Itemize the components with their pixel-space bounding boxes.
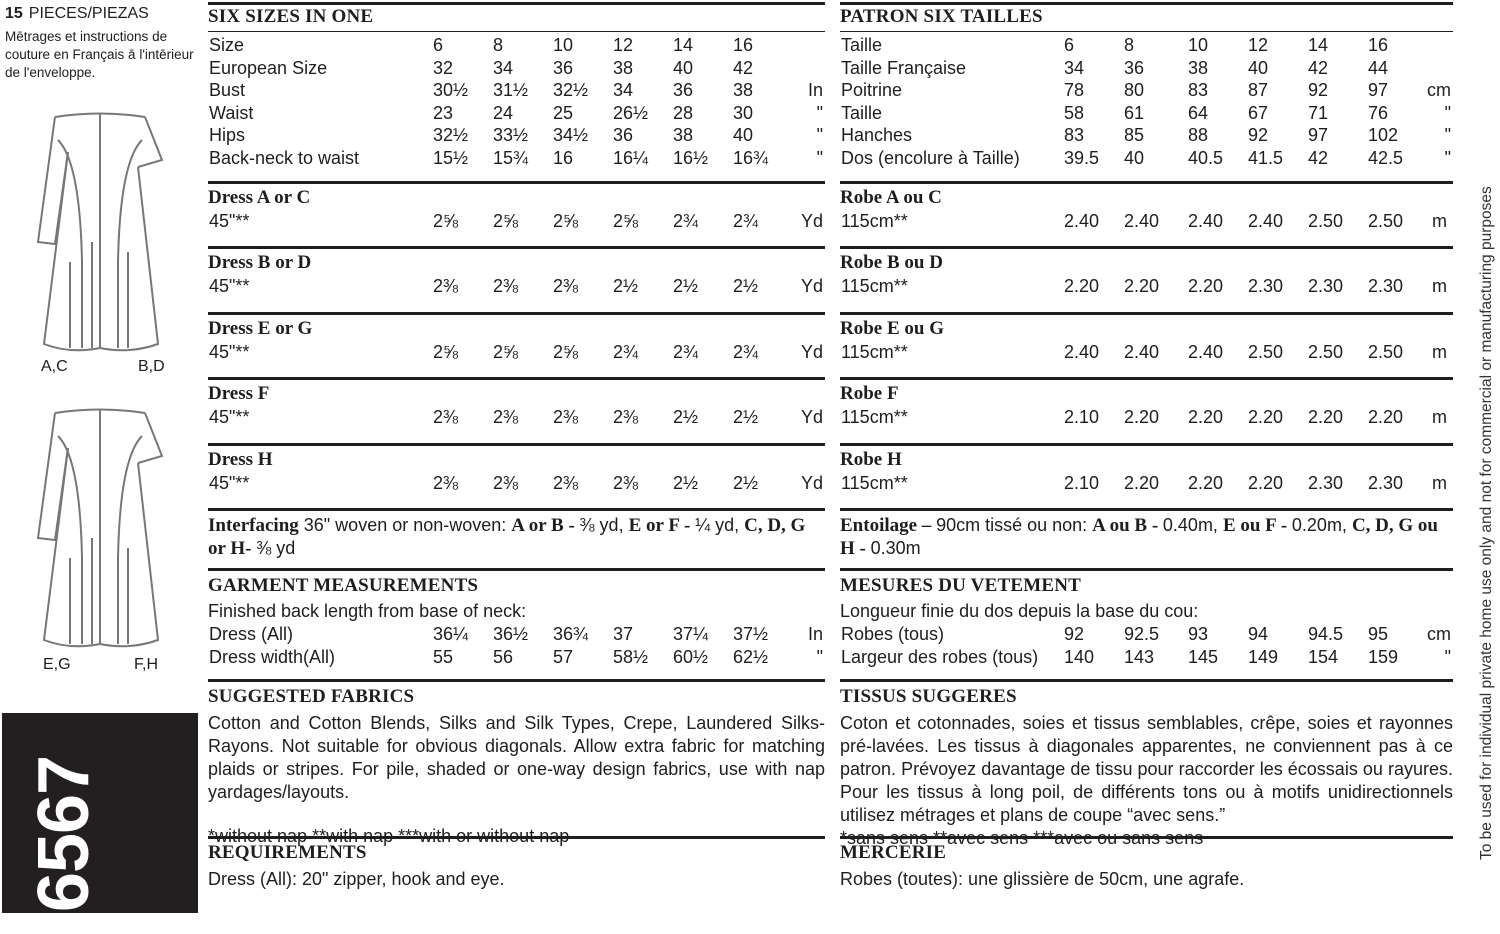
cell-text: 92: [1308, 80, 1329, 100]
cell-text: 2⅜: [553, 407, 579, 427]
cell-text: Hanches: [841, 125, 913, 145]
cell-text: 6: [433, 35, 444, 55]
cell-text: Waist: [209, 102, 254, 123]
pieces-count: 15 PIECES/PIEZAS: [5, 5, 149, 22]
yardage-dress-f: Dress F 45"** 2⅜ 2⅜ 2⅜ 2⅜ 2½ 2½ Yd: [208, 377, 825, 429]
cell-text: 12: [1248, 35, 1269, 55]
entoilage: [840, 508, 1453, 560]
cell-text: 2.40: [1188, 342, 1224, 362]
cell-text: 149: [1248, 646, 1279, 667]
table-row: [208, 57, 825, 80]
cell-text: A ou B -: [1092, 515, 1163, 536]
french-column: [840, 0, 1453, 919]
cell-text: Size: [209, 35, 245, 55]
cell-text: 28: [673, 102, 694, 123]
table-row: [840, 124, 1453, 147]
cell-text: 42: [1308, 57, 1329, 78]
cell-text: ": [816, 102, 823, 123]
cell-text: 2⅜: [493, 407, 519, 427]
dress-back-sketch-icon: [30, 408, 170, 658]
cell-text: Entoilage –: [840, 515, 937, 536]
cell-text: 40.5: [1188, 147, 1224, 168]
view-label-ac: A,C: [41, 358, 68, 375]
cell-text: C, D, G ou H -: [840, 515, 1438, 559]
cell-text: 36: [613, 125, 634, 145]
cell-text: 32½: [433, 125, 469, 145]
cell-text: Back-neck to waist: [209, 147, 360, 168]
cell-text: 97: [1368, 80, 1389, 100]
cell-text: 2⅜: [493, 473, 519, 493]
sizes-title: PATRON SIX TAILLES: [840, 6, 1043, 27]
sizes-table: [840, 34, 1453, 169]
cell-text: 2½: [733, 473, 759, 493]
yardage-dress-e-g: Dress E or G 45"** 2⅝ 2⅝ 2⅝ 2¾ 2¾ 2¾ Yd: [208, 312, 825, 364]
cell-text: 34: [493, 57, 514, 78]
cell-text: Taille Française: [841, 57, 967, 78]
cell-text: 115cm**: [841, 211, 908, 231]
cell-text: Largeur des robes (tous): [841, 646, 1039, 667]
cell-text: 2⅜: [553, 276, 579, 296]
table-row: [840, 623, 1453, 646]
table-row: [840, 102, 1453, 125]
cell-text: 2.50: [1308, 211, 1344, 231]
cell-text: 2⅜: [613, 407, 639, 427]
table-row: [208, 34, 825, 57]
cell-text: Taille: [841, 35, 883, 55]
cell-text: 61: [1124, 102, 1145, 123]
cell-text: 80: [1124, 80, 1145, 100]
cell-text: 2.40: [1124, 211, 1160, 231]
pattern-number-block: [2, 713, 198, 913]
cell-text: ": [816, 125, 823, 145]
cell-text: 2.20: [1124, 407, 1160, 427]
cell-text: 16¾: [733, 147, 769, 168]
cell-text: 2½: [613, 276, 639, 296]
cell-text: 38: [1188, 57, 1209, 78]
cell-text: 2.40: [1124, 342, 1160, 362]
cell-text: Dress width(All): [209, 646, 336, 667]
cell-text: Yd: [800, 473, 823, 493]
sizes-table: [208, 34, 825, 169]
cell-text: 2½: [673, 473, 699, 493]
cell-text: ": [1444, 102, 1451, 123]
cell-text: ": [816, 646, 823, 667]
cell-text: Dress (All): [209, 624, 293, 644]
table-row: [208, 646, 825, 669]
table-row: [840, 646, 1453, 669]
cell-text: 40: [1248, 57, 1269, 78]
cell-text: 2.30: [1368, 473, 1404, 493]
cell-text: 23: [433, 102, 454, 123]
pattern-number: 6567: [24, 755, 104, 913]
cell-text: ": [816, 147, 823, 168]
cell-text: 2.40: [1248, 211, 1284, 231]
cell-text: ¼ yd,: [695, 515, 745, 535]
cell-text: E or F -: [628, 515, 696, 536]
cell-text: 2.10: [1064, 473, 1100, 493]
english-column: [208, 0, 825, 919]
cell-text: 95: [1368, 624, 1389, 644]
cell-text: 2.20: [1188, 473, 1224, 493]
cell-text: 2⅝: [433, 342, 459, 362]
cell-text: 83: [1188, 80, 1209, 100]
dress-front-sketch-icon: [30, 112, 170, 362]
garment-measurements: GARMENT MEASUREMENTS Finished back length from base of neck: Dress (All) 36¼ 36½ 36¾ 37 37¼ 37½ In Dress width(All) 55 56 57 58½ 60½ 62½ ": [208, 568, 825, 668]
cell-text: 26½: [613, 102, 649, 123]
cell-text: 92.5: [1124, 624, 1160, 644]
cell-text: 45"**: [209, 473, 250, 493]
cell-text: 92: [1064, 624, 1085, 644]
cell-text: 2⅜: [553, 473, 579, 493]
cell-text: 2.30: [1248, 276, 1284, 296]
cell-text: 2⅜: [433, 473, 459, 493]
cell-text: 2.20: [1368, 407, 1404, 427]
interfacing: [208, 508, 825, 560]
cell-text: 2.30: [1308, 276, 1344, 296]
cell-text: Interfacing: [208, 515, 299, 536]
cell-text: 78: [1064, 80, 1085, 100]
cell-text: 2.30: [1308, 473, 1344, 493]
cell-text: 45"**: [209, 276, 250, 296]
cell-text: 2¾: [673, 342, 699, 362]
cell-text: 12: [613, 35, 634, 55]
cell-text: 31½: [493, 80, 529, 100]
cell-text: 38: [613, 57, 634, 78]
cell-text: 2¾: [733, 211, 759, 231]
cell-text: cm: [1427, 624, 1451, 644]
table-row: [840, 79, 1453, 102]
cell-text: ⅜ yd,: [579, 515, 629, 535]
cell-text: 8: [1124, 35, 1135, 55]
cell-text: 2.20: [1248, 407, 1284, 427]
cell-text: 42: [1308, 147, 1329, 168]
cell-text: 56: [493, 646, 514, 667]
cell-text: C, D, G or H-: [208, 515, 806, 559]
cell-text: 2½: [673, 407, 699, 427]
cell-text: Hips: [209, 125, 246, 145]
view-label-fh: F,H: [134, 656, 158, 673]
table-row: [840, 57, 1453, 80]
yardage-dress-a-c: Dress A or C 45"** 2⅝ 2⅝ 2⅝ 2⅝ 2¾ 2¾ Yd: [208, 181, 825, 233]
cell-text: 67: [1248, 102, 1269, 123]
cell-text: 36½: [493, 624, 529, 644]
cell-text: Robes (tous): [841, 624, 945, 644]
cell-text: 2¾: [733, 342, 759, 362]
cell-text: 83: [1064, 125, 1085, 145]
cell-text: 2⅜: [433, 407, 459, 427]
cell-text: 32: [433, 57, 454, 78]
cell-text: 2.30: [1368, 276, 1404, 296]
usage-disclaimer: To be used for individual private home use only and not for commercial or manufacturing purposes: [1478, 186, 1495, 860]
cell-text: 145: [1188, 646, 1219, 667]
french-instructions-note: Mētrages et instructions de couture en Français ā l'intērieur de l'enveloppe.: [5, 29, 194, 80]
cell-text: 58½: [613, 646, 649, 667]
cell-text: 37½: [733, 624, 769, 644]
cell-text: 36¾: [553, 624, 589, 644]
cell-text: 16½: [673, 147, 709, 168]
cell-text: 16: [1368, 35, 1389, 55]
cell-text: 36: [553, 57, 574, 78]
table-row: [208, 79, 825, 102]
cell-text: 2.20: [1064, 276, 1100, 296]
cell-text: 42: [733, 57, 754, 78]
cell-text: E ou F -: [1222, 515, 1292, 536]
cell-text: 36" woven or non-woven:: [298, 515, 512, 535]
yardage-dress-h: Dress H 45"** 2⅜ 2⅜ 2⅜ 2⅜ 2½ 2½ Yd: [208, 443, 825, 495]
cell-text: 38: [673, 125, 694, 145]
cell-text: 25: [553, 102, 574, 123]
cell-text: 0.20m,: [1291, 515, 1352, 535]
cell-text: ": [1444, 646, 1451, 667]
cell-text: Bust: [209, 80, 246, 100]
cell-text: 85: [1124, 125, 1145, 145]
cell-text: 40: [733, 125, 754, 145]
cell-text: 154: [1308, 646, 1339, 667]
cell-text: m: [1432, 211, 1447, 231]
cell-text: 36: [673, 80, 694, 100]
cell-text: 2¾: [673, 211, 699, 231]
cell-text: 140: [1064, 646, 1095, 667]
cell-text: Yd: [800, 407, 823, 427]
table-row: [208, 124, 825, 147]
cell-text: 2⅝: [493, 342, 519, 362]
cell-text: 60½: [673, 646, 709, 667]
cell-text: 2.50: [1308, 342, 1344, 362]
yardage-dress-b-d: Dress B or D 45"** 2⅜ 2⅜ 2⅜ 2½ 2½ 2½ Yd: [208, 246, 825, 298]
cell-text: 159: [1368, 646, 1399, 667]
cell-text: 93: [1188, 624, 1209, 644]
cell-text: 41.5: [1248, 147, 1284, 168]
cell-text: 2.10: [1064, 407, 1100, 427]
cell-text: 71: [1308, 102, 1329, 123]
sidebar: [0, 0, 200, 919]
mercerie: MERCERIE Robes (toutes): une glissière de 50cm, une agrafe.: [840, 836, 1453, 891]
cell-text: Yd: [800, 211, 823, 231]
cell-text: In: [807, 80, 823, 100]
cell-text: 97: [1308, 125, 1329, 145]
cell-text: 39.5: [1064, 147, 1100, 168]
cell-text: 14: [673, 35, 694, 55]
cell-text: 2⅝: [493, 211, 519, 231]
cell-text: 0.30m: [870, 538, 921, 558]
cell-text: 30: [733, 102, 754, 123]
cell-text: 45"**: [209, 342, 250, 362]
yardage-robe-f: Robe F 115cm** 2.10 2.20 2.20 2.20 2.20 2.20 m: [840, 377, 1453, 429]
table-row: [840, 34, 1453, 57]
cell-text: 94.5: [1308, 624, 1344, 644]
cell-text: 2⅝: [433, 211, 459, 231]
cell-text: 2⅜: [613, 473, 639, 493]
cell-text: 6: [1064, 35, 1075, 55]
cell-text: 2½: [733, 276, 759, 296]
cell-text: Poitrine: [841, 80, 903, 100]
cell-text: 115cm**: [841, 473, 908, 493]
cell-text: m: [1432, 342, 1447, 362]
cell-text: 58: [1064, 102, 1085, 123]
cell-text: 2¾: [613, 342, 639, 362]
cell-text: Yd: [800, 276, 823, 296]
cell-text: 94: [1248, 624, 1269, 644]
yardage-robe-e-g: Robe E ou G 115cm** 2.40 2.40 2.40 2.50 2.50 2.50 m: [840, 312, 1453, 364]
cell-text: 2⅜: [433, 276, 459, 296]
suggested-fabrics: SUGGESTED FABRICS Cotton and Cotton Blends, Silks and Silk Types, Crepe, Laundered Silks-Rayons. Not suitable for obvious diagonals. Allow extra fabric for matching plaids or stripes. For pile, shaded or one-way design fabrics, use with nap yardages/layouts.: [208, 679, 825, 848]
cell-text: cm: [1427, 80, 1451, 100]
cell-text: 2.50: [1368, 211, 1404, 231]
cell-text: 76: [1368, 102, 1389, 123]
cell-text: 143: [1124, 646, 1155, 667]
cell-text: ": [1444, 147, 1451, 168]
cell-text: 2½: [733, 407, 759, 427]
table-row: [208, 102, 825, 125]
cell-text: 36: [1124, 57, 1145, 78]
cell-text: m: [1432, 473, 1447, 493]
cell-text: m: [1432, 407, 1447, 427]
cell-text: 14: [1308, 35, 1329, 55]
cell-text: 10: [553, 35, 574, 55]
cell-text: 2½: [673, 276, 699, 296]
yardage-robe-b-d: Robe B ou D 115cm** 2.20 2.20 2.20 2.30 2.30 2.30 m: [840, 246, 1453, 298]
cell-text: 115cm**: [841, 276, 908, 296]
cell-text: 15¾: [493, 147, 529, 168]
cell-text: 37¼: [673, 624, 709, 644]
cell-text: 2⅜: [493, 276, 519, 296]
cell-text: 30½: [433, 80, 469, 100]
cell-text: 16¼: [613, 147, 649, 168]
cell-text: 40: [1124, 147, 1145, 168]
cell-text: 115cm**: [841, 407, 908, 427]
cell-text: 2.20: [1188, 276, 1224, 296]
sizes-title: SIX SIZES IN ONE: [208, 6, 374, 27]
cell-text: 15½: [433, 147, 469, 168]
table-row: [840, 147, 1453, 170]
cell-text: Yd: [800, 342, 823, 362]
requirements: REQUIREMENTS Dress (All): 20" zipper, hook and eye.: [208, 836, 825, 891]
cell-text: European Size: [209, 57, 328, 78]
cell-text: 24: [493, 102, 514, 123]
cell-text: Taille: [841, 102, 883, 123]
cell-text: 2.40: [1064, 342, 1100, 362]
cell-text: 34½: [553, 125, 589, 145]
cell-text: 2.20: [1188, 407, 1224, 427]
cell-text: 37: [613, 624, 634, 644]
cell-text: 45"**: [209, 211, 250, 231]
cell-text: 8: [493, 35, 504, 55]
cell-text: In: [807, 624, 823, 644]
cell-text: 2⅝: [553, 342, 579, 362]
cell-text: 2.20: [1124, 276, 1160, 296]
cell-text: 2.40: [1188, 211, 1224, 231]
cell-text: 57: [553, 646, 574, 667]
cell-text: A or B -: [511, 515, 580, 536]
cell-text: 102: [1368, 125, 1399, 145]
table-row: [208, 623, 825, 646]
cell-text: 2.20: [1124, 473, 1160, 493]
cell-text: 36¼: [433, 624, 469, 644]
cell-text: 87: [1248, 80, 1269, 100]
cell-text: 38: [733, 80, 754, 100]
cell-text: 92: [1248, 125, 1269, 145]
cell-text: Dos (encolure à Taille): [841, 147, 1020, 168]
cell-text: 64: [1188, 102, 1209, 123]
cell-text: 2⅝: [553, 211, 579, 231]
cell-text: 2.20: [1308, 407, 1344, 427]
cell-text: 34: [613, 80, 634, 100]
cell-text: 115cm**: [841, 342, 908, 362]
cell-text: m: [1432, 276, 1447, 296]
cell-text: 45"**: [209, 407, 250, 427]
cell-text: 10: [1188, 35, 1209, 55]
yardage-robe-h: Robe H 115cm** 2.10 2.20 2.20 2.20 2.30 2.30 m: [840, 443, 1453, 495]
cell-text: 90cm tissé ou non:: [936, 515, 1093, 535]
cell-text: 16: [733, 35, 754, 55]
cell-text: 55: [433, 646, 454, 667]
cell-text: 44: [1368, 57, 1389, 78]
cell-text: 2⅝: [613, 211, 639, 231]
cell-text: ⅜ yd: [256, 538, 296, 558]
mesures-du-vetement: MESURES DU VETEMENT Longueur finie du dos depuis la base du cou: Robes (tous) 92 92.5 93 94 94.5 95 cm Largeur des robes (tous) 140 143 145 149 154 159 ": [840, 568, 1453, 668]
view-label-eg: E,G: [43, 656, 71, 673]
cell-text: 42.5: [1368, 147, 1404, 168]
cell-text: 16: [553, 147, 574, 168]
view-label-bd: B,D: [138, 358, 165, 375]
tissus-suggeres: TISSUS SUGGERES Coton et cotonnades, soies et tissus semblables, crêpe, soies et rayonnes pré-lavées. Les tissus à diagonales apparentes, ne conviennent pas à ce patron. Prévoyez davantage de tissu pour raccorder les écossais ou rayures. Pour les tissus à long poil, de différents tons ou à motifs unidirectionnels utilisez métrages et plans de coupe “avec sens.”: [840, 679, 1453, 850]
cell-text: 2.40: [1064, 211, 1100, 231]
cell-text: 2.50: [1368, 342, 1404, 362]
cell-text: 2.50: [1248, 342, 1284, 362]
table-row: [208, 147, 825, 170]
cell-text: 62½: [733, 646, 769, 667]
cell-text: 34: [1064, 57, 1085, 78]
yardage-robe-a-c: Robe A ou C 115cm** 2.40 2.40 2.40 2.40 2.50 2.50 m: [840, 181, 1453, 233]
cell-text: ": [1444, 125, 1451, 145]
cell-text: 2.20: [1248, 473, 1284, 493]
cell-text: 0.40m,: [1162, 515, 1223, 535]
cell-text: 88: [1188, 125, 1209, 145]
cell-text: 32½: [553, 80, 589, 100]
cell-text: 40: [673, 57, 694, 78]
cell-text: 33½: [493, 125, 529, 145]
